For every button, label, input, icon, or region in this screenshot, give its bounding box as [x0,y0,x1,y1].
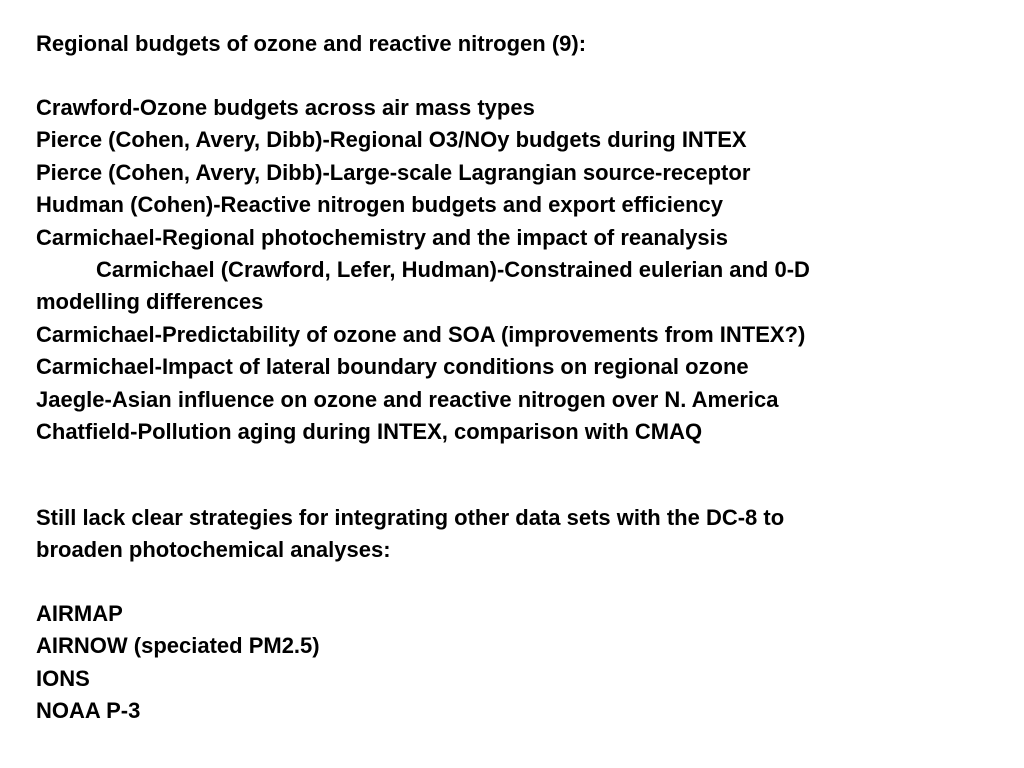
data-set-airmap: AIRMAP [36,601,123,626]
data-set-airnow: AIRNOW (speciated PM2.5) [36,633,320,658]
budget-item-carmichael-constrained-cont: modelling differences [36,289,264,314]
budget-item-hudman: Hudman (Cohen)-Reactive nitrogen budgets and export efficiency [36,192,723,217]
data-set-noaa-p3: NOAA P-3 [36,698,141,723]
budget-item-crawford: Crawford-Ozone budgets across air mass types [36,95,535,120]
budget-item-pierce-regional: Pierce (Cohen, Avery, Dibb)-Regional O3/NOy budgets during INTEX [36,127,747,152]
strategy-text-line-1: Still lack clear strategies for integrating other data sets with the DC-8 to [36,505,785,530]
budget-item-carmichael-predictability: Carmichael-Predictability of ozone and SOA (improvements from INTEX?) [36,322,806,347]
budget-item-jaegle: Jaegle-Asian influence on ozone and reactive nitrogen over N. America [36,387,779,412]
data-set-ions: IONS [36,666,90,691]
budget-item-pierce-lagrangian: Pierce (Cohen, Avery, Dibb)-Large-scale Lagrangian source-receptor [36,160,751,185]
budget-item-carmichael-regional: Carmichael-Regional photochemistry and the impact of reanalysis [36,225,728,250]
slide-heading: Regional budgets of ozone and reactive nitrogen (9): [36,31,587,56]
budget-item-chatfield: Chatfield-Pollution aging during INTEX, comparison with CMAQ [36,419,703,444]
budget-item-carmichael-boundary: Carmichael-Impact of lateral boundary conditions on regional ozone [36,354,749,379]
strategy-text-line-2: broaden photochemical analyses: [36,537,391,562]
budget-item-carmichael-constrained: Carmichael (Crawford, Lefer, Hudman)-Constrained eulerian and 0-D [96,257,810,282]
